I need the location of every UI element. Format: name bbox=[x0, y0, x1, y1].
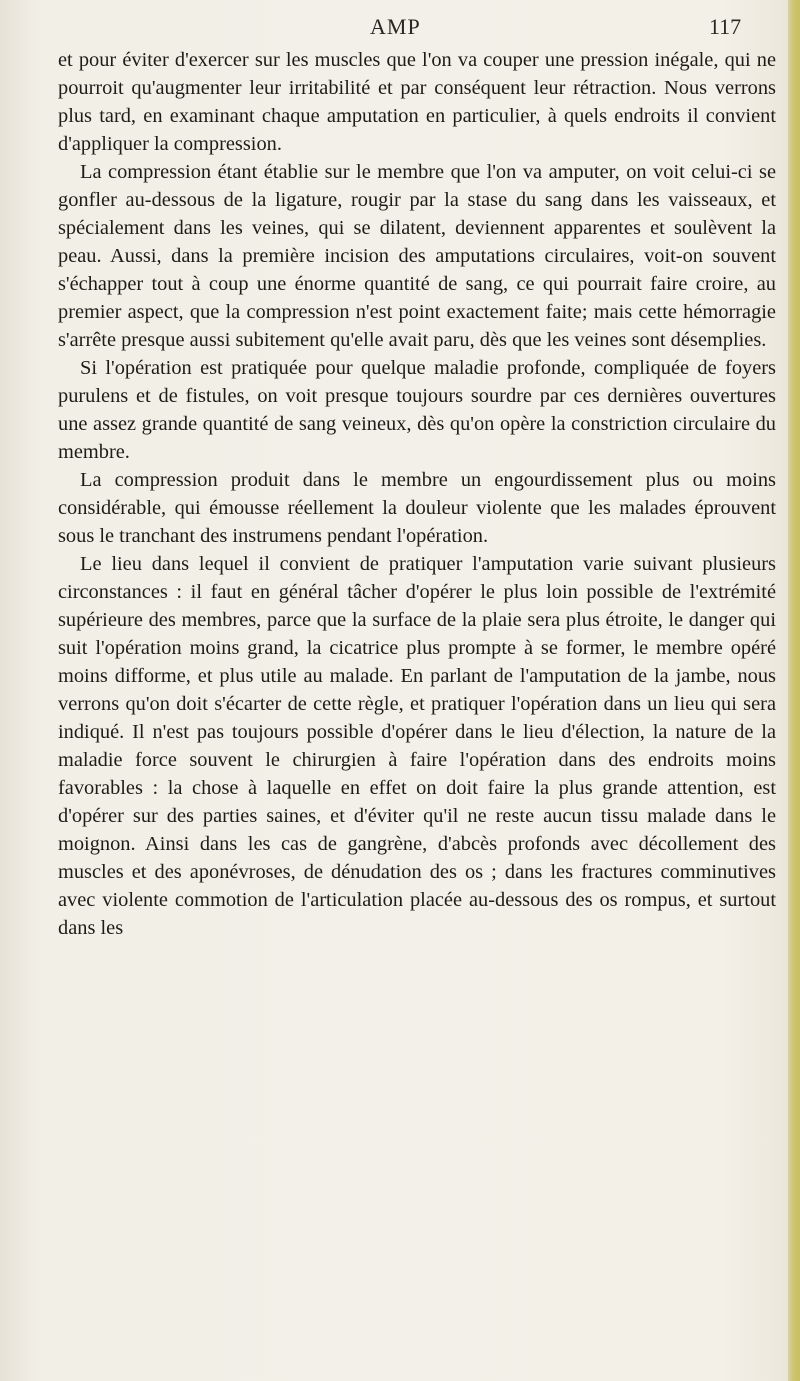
body-text bbox=[58, 46, 776, 942]
page-edge-strip bbox=[788, 0, 800, 1381]
running-head: AMP bbox=[370, 14, 421, 39]
paragraph-3: Si l'opération est pratiquée pour quelque maladie profonde, compliquée de foyers purulens et de fistules, on voit presque toujours sourdre par ces dernières ouvertures une assez grande quantité de sang veineux, dès qu'on opère la constriction circulaire du membre. bbox=[58, 357, 776, 463]
paragraph-5: Le lieu dans lequel il convient de pratiquer l'amputation varie suivant plusieurs circonstances : il faut en général tâcher d'opérer le plus loin possible de l'extrémité supérieure des membres, parce que la surface de la plaie sera plus étroite, le danger qui suit l'opération moins grand, la cicatrice plus prompte à se former, le membre opéré moins difforme, et plus utile au malade. En parlant de l'amputation de la jambe, nous verrons qu'on doit s'écarter de cette règle, et pratiquer l'opération dans un lieu qui sera indiqué. Il n'est pas toujours possible d'opérer dans le lieu d'élection, la nature de la maladie force souvent le chirurgien à faire l'opération dans des endroits moins favorables : la chose à laquelle en effet on doit faire la plus grande attention, est d'opérer sur des parties saines, et d'éviter qu'il ne reste aucun tissu malade dans le moignon. Ainsi dans les cas de gangrène, d'abcès profonds avec décollement des muscles et des aponévroses, de dénudation des os ; dans les fractures comminutives avec violente commotion de l'articulation placée au-dessous des os rompus, et surtout dans les bbox=[58, 553, 776, 939]
paragraph-4: La compression produit dans le membre un engourdissement plus ou moins considérable, qui émousse réellement la douleur violente que les malades éprouvent sous le tranchant des instrumens pendant l'opération. bbox=[58, 469, 776, 547]
paragraph-2: La compression étant établie sur le membre que l'on va amputer, on voit celui-ci se gonfler au-dessous de la ligature, rougir par la stase du sang dans les vaisseaux, et spécialement dans les veines, qui se dilatent, deviennent apparentes et soulèvent la peau. Aussi, dans la première incision des amputations circulaires, voit-on souvent s'échapper tout à coup une énorme quantité de sang, ce qui pourrait faire croire, au premier aspect, que la compression n'est point exactement faite; mais cette hémorragie s'arrête presque aussi subitement qu'elle avait paru, dès que les veines sont désemplies. bbox=[58, 161, 776, 351]
paragraph-1: et pour éviter d'exercer sur les muscles que l'on va couper une pression inégale, qui ne pourroit qu'augmenter leur irritabilité et par conséquent leur rétraction. Nous verrons plus tard, en examinant chaque amputation en particulier, à quels endroits il convient d'appliquer la compression. bbox=[58, 49, 776, 155]
page-number: 117 bbox=[709, 14, 742, 39]
